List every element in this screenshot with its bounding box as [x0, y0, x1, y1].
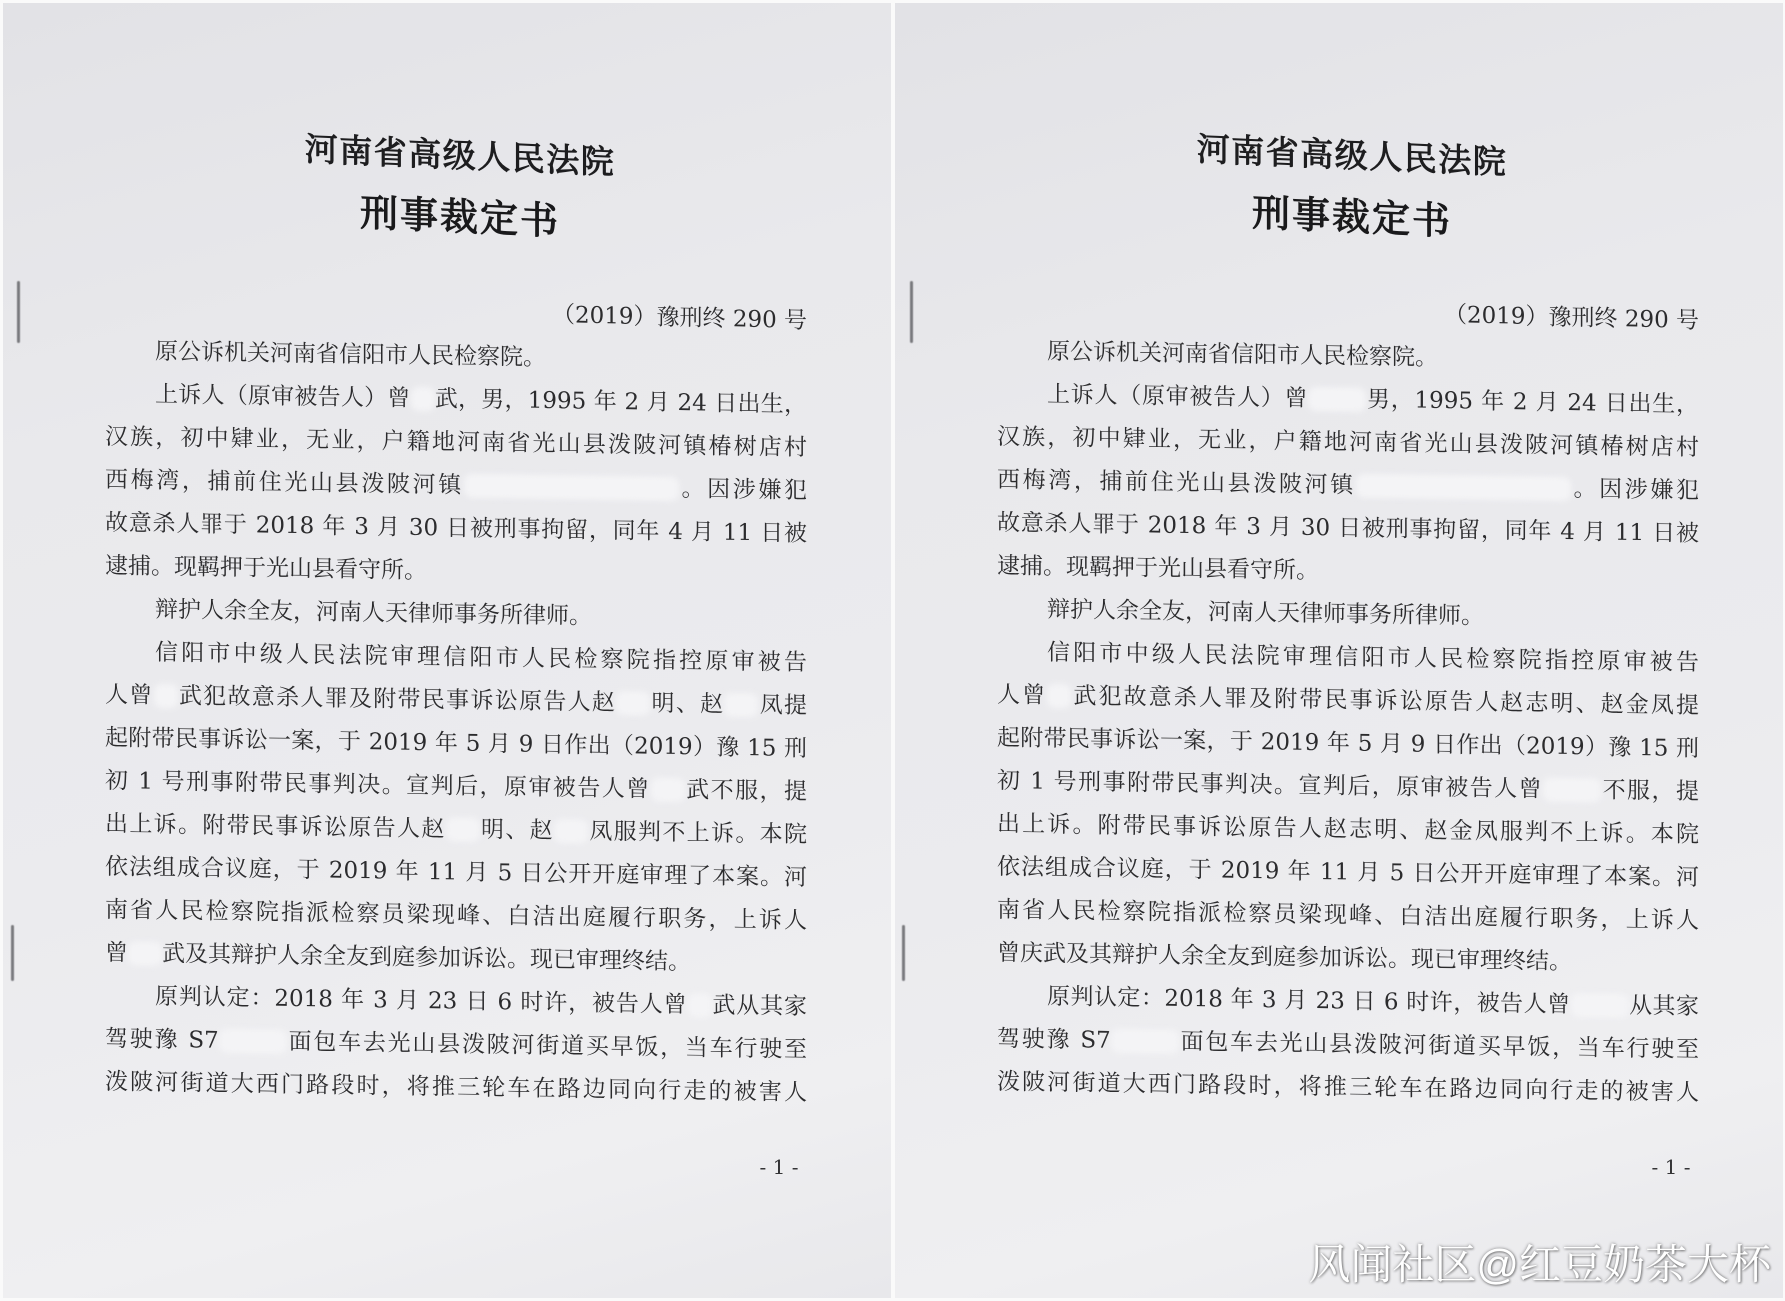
line-text: 泼陂河街道大西门路段时，将推三轮车在路边同向行走的被害人: [105, 1069, 807, 1107]
redaction-blur: [1308, 387, 1366, 412]
line-text: 出上诉。附带民事诉讼原告人赵志明、赵金凤服判不上诉。本院: [997, 811, 1699, 849]
line-text: 原判认定：2018 年 3 月 23 日 6 时许，被告人曾: [1047, 983, 1571, 1019]
line-text: 初 1 号刑事附带民事判决。宣判后，原审被告人曾: [997, 768, 1544, 803]
line-text: 。因涉嫌犯: [1570, 476, 1700, 505]
line-text: 武不服，提: [684, 777, 807, 806]
line-text: 起附带民事诉讼一案，于 2019 年 5 月 9 日作出（2019）豫 15 刑: [105, 725, 807, 763]
page-number: - 1 -: [759, 1155, 799, 1179]
line-text: 武从其家: [711, 992, 807, 1021]
line-text: 人曾: [997, 682, 1048, 709]
binding-mark: [910, 281, 913, 343]
document-page-left: [3, 3, 891, 1298]
line-text: 故意杀人罪于 2018 年 3 月 30 日被刑事拘留，同年 4 月 11 日被: [105, 510, 807, 548]
court-name: 河南省高级人民法院: [1196, 129, 1508, 182]
line-text: 。因涉嫌犯: [678, 476, 808, 505]
redaction-blur: [1571, 993, 1629, 1018]
line-text: 武及其辩护人余全友到庭参加诉讼。现已审理终结。: [162, 940, 691, 976]
binding-mark: [17, 281, 20, 343]
line-text: 西梅湾，捕前住光山县泼陂河镇: [997, 467, 1356, 499]
redaction-blur: [1111, 1029, 1179, 1054]
line-text: 逮捕。现羁押于光山县看守所。: [105, 553, 427, 585]
redaction-blur: [724, 693, 758, 718]
redaction-blur: [464, 474, 679, 501]
line-text: 上诉人（原审被告人）曾: [155, 381, 411, 412]
line-text: 驾驶豫 S7: [105, 1026, 219, 1054]
line-text: 泼陂河街道大西门路段时，将推三轮车在路边同向行走的被害人: [997, 1069, 1699, 1107]
line-text: 信阳市中级人民法院审理信阳市人民检察院指控原审被告: [155, 639, 807, 677]
line-text: 原公诉机关河南省信阳市人民检察院。: [1047, 338, 1438, 371]
line-text: 原判认定：2018 年 3 月 23 日 6 时许，被告人曾: [155, 983, 688, 1019]
document-body: [105, 330, 807, 1115]
document-title: 刑事裁定书: [1251, 189, 1452, 244]
line-text: 南省人民检察院指派检察员梁现峰、白洁出庭履行职务，上诉人: [997, 897, 1699, 935]
line-text: 明、赵: [650, 690, 725, 718]
line-text: 西梅湾，捕前住光山县泼陂河镇: [105, 467, 464, 499]
redaction-blur: [554, 819, 588, 844]
redaction-blur: [688, 993, 712, 1017]
line-text: 武犯故意杀人罪及附带民事诉讼原告人赵: [177, 683, 617, 717]
line-text: 辩护人余全友，河南人天律师事务所律师。: [155, 596, 592, 630]
line-text: 辩护人余全友，河南人天律师事务所律师。: [1047, 596, 1484, 630]
redaction-blur: [1047, 684, 1071, 708]
document-page-right: [895, 3, 1783, 1298]
case-number: （2019）豫刑终 290 号: [1443, 301, 1699, 335]
document-body: [997, 330, 1699, 1115]
line-text: 依法组成合议庭，于 2019 年 11 月 5 日公开开庭审理了本案。河: [997, 854, 1699, 892]
line-text: 不服，提: [1601, 777, 1699, 806]
line-text: 曾: [105, 940, 128, 967]
redaction-blur: [128, 941, 162, 966]
document-title: 刑事裁定书: [359, 189, 560, 244]
redaction-blur: [411, 387, 435, 411]
redaction-blur: [616, 691, 650, 716]
redaction-blur: [651, 778, 685, 803]
line-text: 逮捕。现羁押于光山县看守所。: [997, 553, 1319, 585]
line-text: 汉族，初中肄业，无业，户籍地河南省光山县泼陂河镇椿树店村: [105, 424, 807, 462]
line-text: 上诉人（原审被告人）曾: [1047, 381, 1309, 412]
case-number: （2019）豫刑终 290 号: [551, 301, 807, 335]
line-text: 依法组成合议庭，于 2019 年 11 月 5 日公开开庭审理了本案。河: [105, 854, 807, 892]
line-text: 从其家: [1628, 992, 1700, 1021]
line-text: 起附带民事诉讼一案，于 2019 年 5 月 9 日作出（2019）豫 15 刑: [997, 725, 1699, 763]
line-text: 汉族，初中肄业，无业，户籍地河南省光山县泼陂河镇椿树店村: [997, 424, 1699, 462]
line-text: 人曾: [105, 682, 154, 709]
line-text: 男，1995 年 2 月 24 日出生，: [1366, 386, 1699, 419]
line-text: 武，男，1995 年 2 月 24 日出生，: [434, 386, 807, 419]
line-text: 初 1 号刑事附带民事判决。宣判后，原审被告人曾: [105, 768, 651, 803]
line-text: 原公诉机关河南省信阳市人民检察院。: [155, 338, 546, 371]
line-text: 出上诉。附带民事诉讼原告人赵: [105, 811, 446, 843]
line-text: 驾驶豫 S7: [997, 1026, 1111, 1054]
redaction-blur: [446, 817, 480, 842]
watermark-text: 风闻社区@红豆奶茶大杯: [1308, 1241, 1771, 1288]
page-number: - 1 -: [1651, 1155, 1691, 1179]
court-name: 河南省高级人民法院: [304, 129, 616, 182]
line-text: 曾庆武及其辩护人余全友到庭参加诉讼。现已审理终结。: [997, 940, 1572, 976]
redaction-blur: [219, 1029, 287, 1054]
line-text: 面包车去光山县泼陂河街道买早饭，当车行驶至: [286, 1028, 808, 1064]
line-text: 信阳市中级人民法院审理信阳市人民检察院指控原审被告: [1047, 639, 1699, 677]
line-text: 故意杀人罪于 2018 年 3 月 30 日被刑事拘留，同年 4 月 11 日被: [997, 510, 1699, 548]
binding-mark: [11, 925, 14, 981]
redaction-blur: [1356, 474, 1571, 501]
line-text: 南省人民检察院指派检察员梁现峰、白洁出庭履行职务，上诉人: [105, 897, 807, 935]
line-text: 凤提: [758, 692, 808, 720]
redaction-blur: [1543, 778, 1601, 803]
line-text: 凤服判不上诉。本院: [588, 818, 808, 849]
line-text: 武犯故意杀人罪及附带民事诉讼原告人赵志明、赵金凤提: [1071, 683, 1700, 720]
line-text: 明、赵: [479, 816, 555, 845]
binding-mark: [902, 925, 905, 981]
line-text: 面包车去光山县泼陂河街道买早饭，当车行驶至: [1178, 1028, 1700, 1064]
redaction-blur: [154, 684, 178, 708]
